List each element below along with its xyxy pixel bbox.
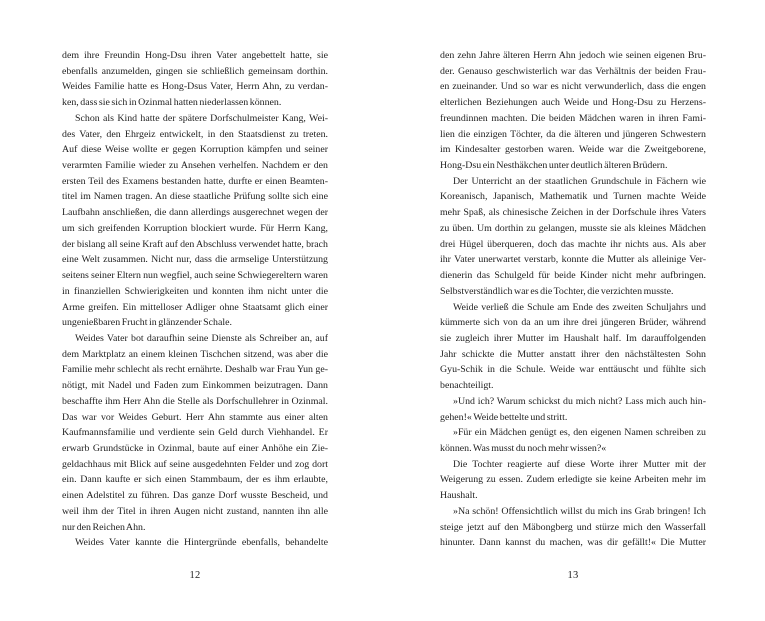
text-line: nur den Reichen Ahn. bbox=[62, 521, 146, 533]
text-line: ungenießbaren Frucht in glänzender Schale. bbox=[62, 317, 232, 329]
text-line: Kaufmannsfamilie und verdiente sein Geld durch Viehhandel. Er bbox=[62, 427, 328, 439]
text-line: dem ihre Freundin Hong-Dsu ihren Vater angebettelt hatte, sie bbox=[62, 50, 328, 61]
text-line: dem Marktplatz an einem kleinen Tischchen sitzend, was aber die bbox=[62, 348, 328, 360]
text-line: steige jetzt auf den Mäbongberg und stürze mich den Wasserfall bbox=[440, 521, 706, 533]
text-line: eine Welt zusammen. Nicht nur, dass die armselige Unterstützung bbox=[62, 254, 328, 266]
text-line: kümmerte sich von da an um ihre drei jüngeren Brüder, während bbox=[440, 317, 706, 329]
text-line: zu üben. Um dorthin zu gelangen, musste sie als kleines Mädchen bbox=[440, 222, 706, 234]
text-line: verarmten Familie wieder zu Ansehen verhelfen. Nachdem er den bbox=[62, 160, 328, 172]
text-line: Weides Familie hatte es Hong-Dsus Vater, Herrn Ahn, zu verdan- bbox=[62, 81, 328, 93]
text-line: der. Genauso geschwisterlich war das Verhältnis der beiden Frau- bbox=[440, 65, 706, 77]
text-line: des Vater, den Ehrgeiz entwickelt, in den Staatsdienst zu treten. bbox=[62, 128, 328, 140]
text-line: dienerin das Schulgeld für beide Kinder nicht mehr aufbringen. bbox=[440, 270, 706, 282]
text-line: erwarb Grundstücke in Ozinmal, baute auf einer Anhöhe ein Zie- bbox=[62, 442, 328, 454]
text-line: titel im Namen tragen. An diese staatliche Prüfung sollte sich eine bbox=[62, 191, 328, 203]
text-line: ebenfalls anzumelden, gingen sie schließlich gemeinsam dorthin. bbox=[62, 65, 328, 77]
text-line: den zehn Jahre älteren Herrn Ahn jedoch wie seinen eigenen Bru- bbox=[440, 50, 706, 61]
page-right bbox=[440, 48, 706, 581]
text-line: elterlichen Beziehungen auch Weide und Hong-Dsu zu Herzens- bbox=[440, 97, 706, 109]
text-line: Die Tochter reagierte auf diese Worte ihrer Mutter mit der bbox=[453, 458, 706, 470]
text-line: benachteiligt. bbox=[440, 380, 494, 392]
text-line: »Na schön! Offensichtlich willst du mich ins Grab bringen! Ich bbox=[453, 505, 706, 517]
text-line: Schon als Kind hatte der spätere Dorfschulmeister Kang, Wei- bbox=[75, 112, 328, 124]
text-line: Haushalt. bbox=[440, 490, 478, 502]
text-line: mehr Spaß, als chinesische Zeichen in der Dorfschule ihres Vaters bbox=[440, 207, 706, 219]
text-line: Gyu-Schik in die Schule. Weide war enttäuscht und fühlte sich bbox=[440, 364, 706, 376]
text-line: drei Hügel überqueren, doch das machte ihr nichts aus. Als aber bbox=[440, 238, 706, 250]
text-line: der bislang all seine Kraft auf den Abschluss verwendet hatte, brach bbox=[62, 238, 328, 250]
text-line: Familie mehr schlecht als recht ernährte. Deshalb war Frau Yun ge- bbox=[62, 364, 328, 376]
text-line: freundinnen machten. Die beiden Mädchen waren in ihren Fami- bbox=[440, 112, 706, 124]
page-number-right: 13 bbox=[567, 570, 579, 581]
page-number-left: 12 bbox=[189, 570, 201, 581]
text-line: Jahr schickte die Mutter anstatt ihrer den nächstältesten Sohn bbox=[440, 348, 706, 360]
page-left-text bbox=[62, 48, 328, 551]
text-line: Das war vor Weides Geburt. Herr Ahn stammte aus einer alten bbox=[62, 411, 328, 423]
text-line: Arme greifen. Ein mittelloser Adliger ohne Staatsamt glich einer bbox=[62, 301, 328, 313]
text-line: hinunter. Dann kannst du machen, was dir gefällt!« Die Mutter bbox=[440, 537, 706, 549]
page-right-text bbox=[440, 48, 706, 551]
text-line: Der Unterricht an der staatlichen Grundschule in Fächern wie bbox=[453, 175, 706, 187]
text-line: Weigerung zu essen. Zudem erledigte sie keine Arbeiten mehr im bbox=[440, 474, 706, 486]
text-line: einen Adelstitel zu führen. Das ganze Dorf wusste Bescheid, und bbox=[62, 490, 328, 502]
text-line: Laufbahn anschließen, die dann allerdings ausgerechnet wegen der bbox=[62, 207, 328, 219]
text-line: können. Was musst du noch mehr wissen?« bbox=[440, 442, 607, 454]
text-line: »Für ein Mädchen genügt es, den eigenen Namen schreiben zu bbox=[453, 427, 706, 439]
text-line: nötigt, mit Nadel und Faden zum Einkommen beizutragen. Dann bbox=[62, 380, 328, 392]
text-line: Hong-Dsu ein Nesthäkchen unter deutlich älteren Brüdern. bbox=[440, 160, 668, 172]
text-line: seitens seiner Eltern nun wegfiel, auch seine Schwiegereltern waren bbox=[62, 270, 328, 282]
text-line: sie zugleich ihrer Mutter im Haushalt half. Im darauffolgenden bbox=[440, 332, 706, 344]
text-line: Weides Vater kannte die Hintergründe ebenfalls, behandelte bbox=[75, 537, 328, 549]
text-line: »Und ich? Warum schickst du mich nicht? Lass mich auch hin- bbox=[453, 395, 706, 407]
text-line: gehen!« Weide bettelte und stritt. bbox=[440, 411, 568, 423]
text-line: in finanziellen Schwierigkeiten und konnten ihm nicht unter die bbox=[62, 285, 328, 297]
text-line: ersten Teil des Examens bestanden hatte, durfte er einen Beamten- bbox=[62, 175, 328, 187]
text-line: ein. Dann kaufte er sich einen Stammbaum, der es ihm erlaubte, bbox=[62, 474, 328, 486]
text-line: geldachhaus mit Blick auf seine ausgedehnten Felder und zog dort bbox=[62, 458, 328, 470]
text-line: Weides Vater bot daraufhin seine Dienste als Schreiber an, auf bbox=[75, 332, 328, 344]
text-line: Koreanisch, Japanisch, Mathematik und Turnen machte Weide bbox=[440, 191, 706, 203]
text-line: um sich greifenden Korruption blockiert wurde. Für Herrn Kang, bbox=[62, 222, 328, 234]
text-line: weil ihm der Titel in ihren Augen nicht zustand, nannten ihn alle bbox=[62, 505, 328, 517]
text-line: lien die einzigen Töchter, da die älteren und jüngeren Schwestern bbox=[440, 128, 706, 140]
text-line: ihr Vater unerwartet verstarb, konnte die Mutter als alleinige Ver- bbox=[440, 254, 706, 266]
text-line: Weide verließ die Schule am Ende des zweiten Schuljahrs und bbox=[453, 301, 706, 313]
text-line: Selbstverständlich war es die Tochter, die verzichten musste. bbox=[440, 285, 674, 297]
text-line: im Kindesalter gestorben waren. Weide war die Zweitgeborene, bbox=[440, 144, 706, 156]
text-line: en zueinander. Und so war es nicht verwunderlich, dass die engen bbox=[440, 81, 706, 93]
page-left bbox=[62, 48, 328, 581]
text-line: beschaffte ihm Herr Ahn die Stelle als Dorfschullehrer in Ozinmal. bbox=[62, 395, 328, 407]
text-line: Auf diese Weise wollte er gegen Korruption kämpfen und seiner bbox=[62, 144, 328, 156]
text-line: ken, dass sie sich in Ozinmal hatten niederlassen können. bbox=[62, 97, 282, 109]
